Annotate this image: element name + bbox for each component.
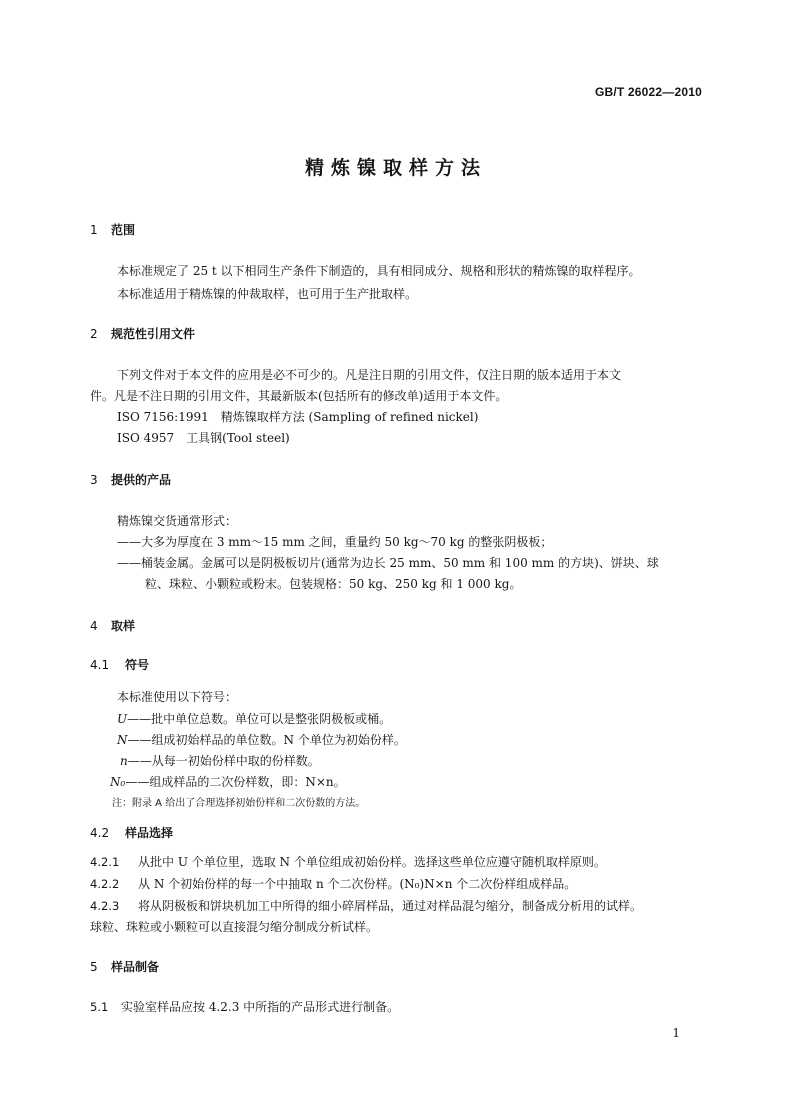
clause-text: 实验室样品应按 4.2.3 中所指的产品形式进行制备。 [121, 1000, 400, 1014]
document-title: 精炼镍取样方法 [304, 157, 487, 179]
clause-number: 4.2.3 [90, 899, 120, 913]
definition: ——组成初始样品的单位数。N 个单位为初始份样。 [127, 733, 406, 747]
paragraph: 下列文件对于本文件的应用是必不可少的。凡是注日期的引用文件，仅注日期的版本适用于本文 [117, 368, 622, 382]
clause-5-1 [90, 998, 399, 1015]
subsection-title: 样品选择 [125, 826, 174, 840]
list-item: ——桶装金属。金属可以是阴极板切片(通常为边长 25 mm、50 mm 和 100 mm 的方块)、饼块、球 [117, 556, 659, 570]
clause-4-2-3 [90, 897, 642, 914]
symbol-definition [117, 731, 406, 748]
clause-number: 4.2.1 [90, 855, 120, 869]
section-1-heading [90, 221, 135, 238]
subsection-number: 4.2 [90, 826, 110, 840]
clause-continuation: 球粒、珠粒或小颗粒可以直接混匀缩分制成分析试样。 [90, 920, 379, 934]
symbol-definition [110, 773, 346, 790]
definition: ——从每一初始份样中取的份样数。 [127, 754, 320, 768]
standard-code: GB/T 26022—2010 [594, 85, 702, 99]
section-title: 提供的产品 [111, 473, 172, 487]
section-2-heading [90, 325, 195, 342]
subsection-4-2-heading [90, 824, 173, 841]
section-4-heading [90, 617, 135, 634]
subsection-title: 符号 [125, 658, 150, 672]
paragraph: 精炼镍交货通常形式： [117, 514, 238, 528]
section-title: 取样 [111, 619, 136, 633]
section-number: 2 [90, 327, 98, 341]
section-number: 5 [90, 960, 98, 974]
clause-4-2-1 [90, 853, 606, 870]
clause-text: 从批中 U 个单位里，选取 N 个单位组成初始份样。选择这些单位应遵守随机取样原则。 [138, 855, 606, 869]
subsection-number: 4.1 [90, 658, 110, 672]
definition: ——组成样品的二次份样数，即：N×n。 [125, 775, 346, 789]
clause-text: 将从阴极板和饼块机加工中所得的细小碎屑样品，通过对样品混匀缩分，制备成分析用的试样。 [138, 899, 643, 913]
paragraph-continuation: 件。凡是不注日期的引用文件，其最新版本(包括所有的修改单)适用于本文件。 [90, 389, 508, 403]
section-number: 3 [90, 473, 98, 487]
section-number: 4 [90, 619, 98, 633]
list-item-continuation: 粒、珠粒、小颗粒或粉末。包装规格：50 kg、250 kg 和 1 000 kg。 [145, 577, 522, 591]
list-item: ——大多为厚度在 3 mm～15 mm 之间，重量约 50 kg～70 kg 的整张阴极板； [117, 535, 553, 549]
clause-number: 4.2.2 [90, 877, 120, 891]
symbol: N [117, 733, 128, 747]
section-title: 范围 [111, 223, 136, 237]
clause-text: 从 N 个初始份样的每一个中抽取 n 个二次份样。(N₀)N×n 个二次份样组成样品。 [138, 877, 577, 891]
symbol-definition [117, 710, 391, 727]
reference-item: ISO 7156:1991 精炼镍取样方法 (Sampling of refined nickel) [117, 410, 479, 424]
clause-4-2-2 [90, 875, 576, 892]
section-number: 1 [90, 223, 98, 237]
paragraph: 本标准规定了 25 t 以下相同生产条件下制造的，具有相同成分、规格和形状的精炼镍的取样程序。 [117, 264, 641, 278]
symbol-definition [120, 752, 320, 769]
reference-item: ISO 4957 工具钢(Tool steel) [117, 431, 290, 445]
section-title: 规范性引用文件 [111, 327, 196, 341]
symbol: N₀ [110, 775, 126, 789]
section-3-heading [90, 471, 171, 488]
clause-number: 5.1 [90, 1000, 109, 1014]
symbol: U [117, 712, 128, 726]
page-number: 1 [672, 1026, 680, 1040]
paragraph: 本标准使用以下符号： [117, 690, 238, 704]
symbol: n [120, 754, 128, 768]
subsection-4-1-heading [90, 656, 149, 673]
definition: ——批中单位总数。单位可以是整张阴极板或桶。 [127, 712, 392, 726]
note: 注：附录 A 给出了合理选择初始份样和二次份数的方法。 [112, 798, 366, 809]
section-title: 样品制备 [111, 960, 160, 974]
section-5-heading [90, 958, 159, 975]
paragraph: 本标准适用于精炼镍的仲裁取样，也可用于生产批取样。 [117, 287, 418, 301]
